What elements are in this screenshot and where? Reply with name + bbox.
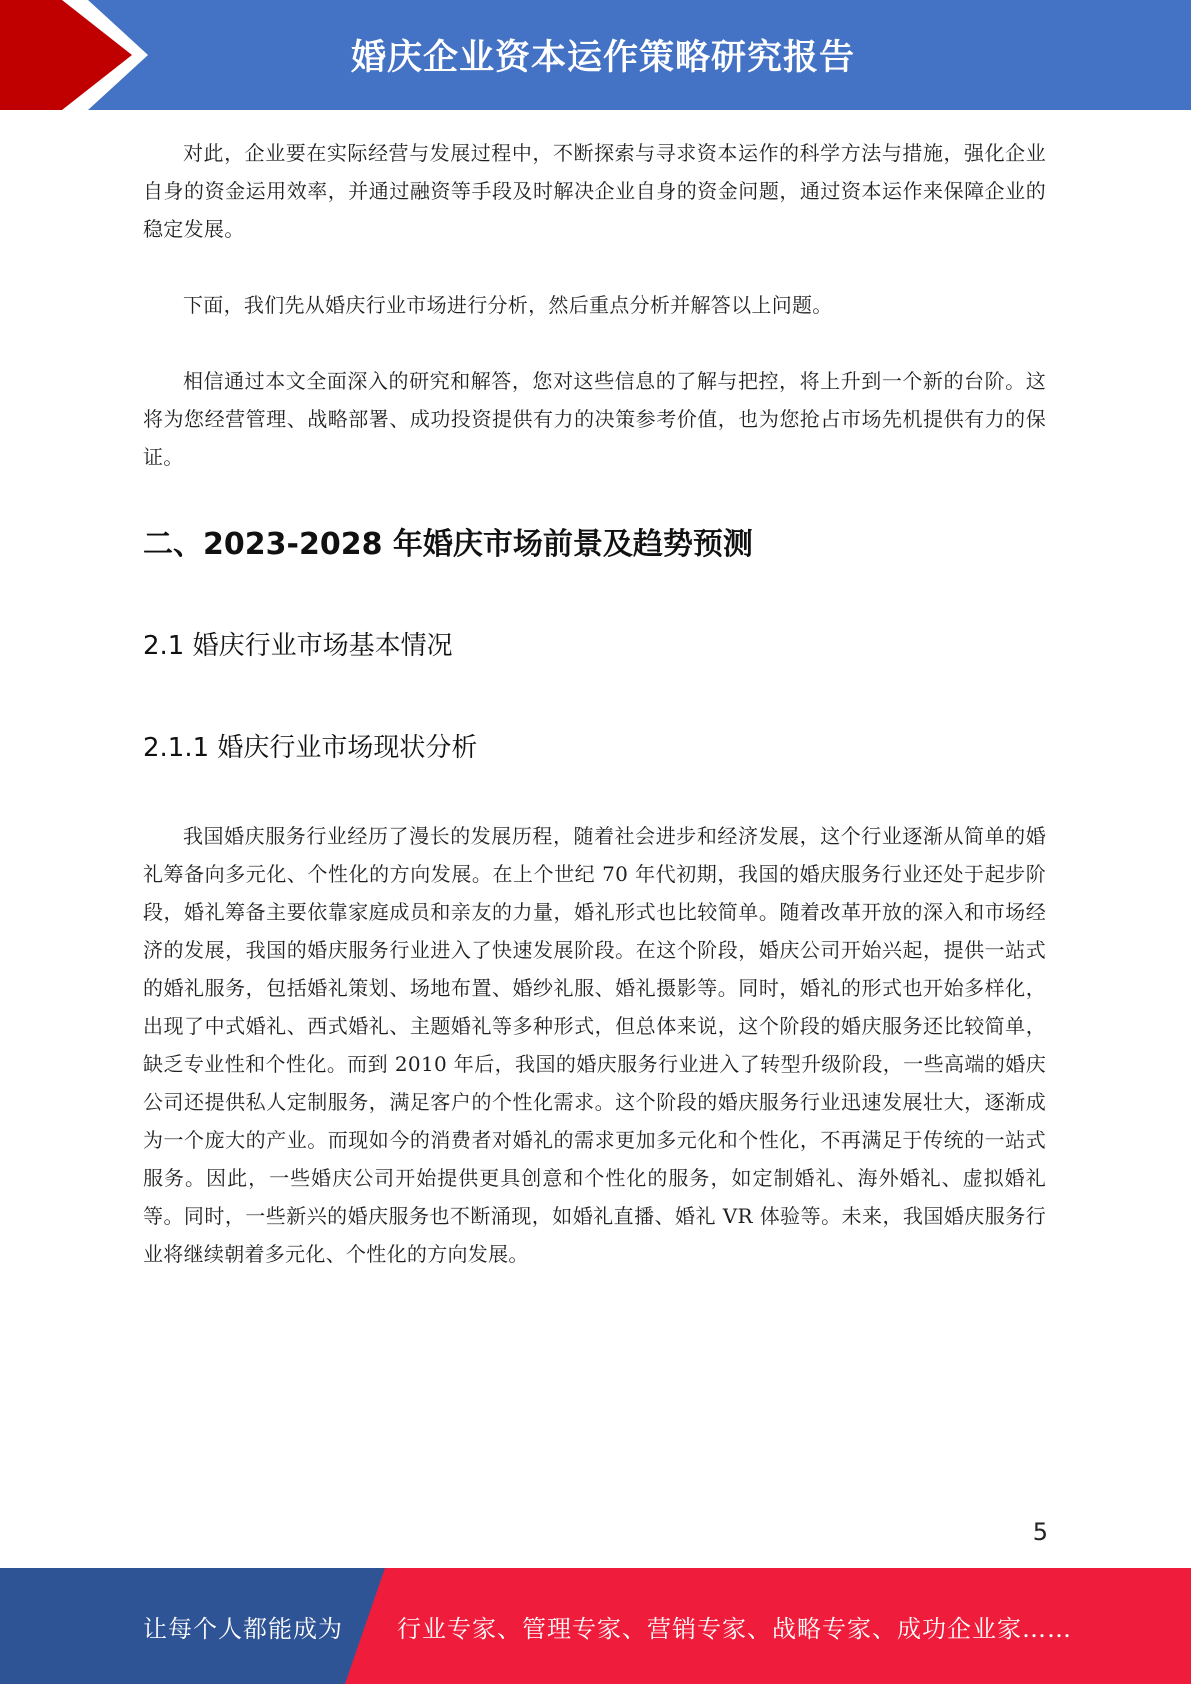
report-title: 婚庆企业资本运作策略研究报告	[350, 38, 855, 78]
intro-paragraph-1-block	[143, 134, 1046, 248]
footer-slogan-right: 行业专家、管理专家、营销专家、战略专家、成功企业家……	[397, 1614, 1072, 1643]
subsubsection-heading: 2.1.1 婚庆行业市场现状分析	[143, 733, 478, 763]
intro-paragraph-2-block	[143, 286, 1046, 324]
footer-slogan-left: 让每个人都能成为	[143, 1614, 343, 1643]
subsection-heading: 2.1 婚庆行业市场基本情况	[143, 631, 453, 661]
body-paragraph: 我国婚庆服务行业经历了漫长的发展历程，随着社会进步和经济发展，这个行业逐渐从简单的婚礼筹备向多元化、个性化的方向发展。在上个世纪 70 年代初期，我国的婚庆服务行业还处于起步阶段，婚礼筹备主要依靠家庭成员和亲友的力量，婚礼形式也比较简单。随着改革开放的深入和市场经济的发展，我国的婚庆服务行业进入了快速发展阶段。在这个阶段，婚庆公司开始兴起，提供一站式的婚礼服务，包括婚礼策划、场地布置、婚纱礼服、婚礼摄影等。同时，婚礼的形式也开始多样化，出现了中式婚礼、西式婚礼、主题婚礼等多种形式，但总体来说，这个阶段的婚庆服务还比较简单，缺乏专业性和个性化。而到 2010 年后，我国的婚庆服务行业进入了转型升级阶段，一些高端的婚庆公司还提供私人定制服务，满足客户的个性化需求。这个阶段的婚庆服务行业迅速发展壮大，逐渐成为一个庞大的产业。而现如今的消费者对婚礼的需求更加多元化和个性化，不再满足于传统的一站式服务。因此，一些婚庆公司开始提供更具创意和个性化的服务，如定制婚礼、海外婚礼、虚拟婚礼等。同时，一些新兴的婚庆服务也不断涌现，如婚礼直播、婚礼 VR 体验等。未来，我国婚庆服务行业将继续朝着多元化、个性化的方向发展。	[143, 824, 1046, 1266]
intro-paragraph: 相信通过本文全面深入的研究和解答，您对这些信息的了解与把控，将上升到一个新的台阶。这将为您经营管理、战略部署、成功投资提供有力的决策参考价值，也为您抢占市场先机提供有力的保证。	[143, 369, 1046, 469]
page-number: 5	[1032, 1518, 1048, 1546]
intro-paragraph: 对此，企业要在实际经营与发展过程中，不断探索与寻求资本运作的科学方法与措施，强化企业自身的资金运用效率，并通过融资等手段及时解决企业自身的资金问题，通过资本运作来保障企业的稳定发展。	[143, 141, 1046, 241]
body-paragraph-block	[143, 817, 1046, 1273]
section-heading: 二、2023-2028 年婚庆市场前景及趋势预测	[143, 527, 753, 562]
page-footer	[0, 1568, 1191, 1684]
intro-paragraph-3-block	[143, 362, 1046, 476]
page-header	[0, 0, 1191, 110]
intro-paragraph: 下面，我们先从婚庆行业市场进行分析，然后重点分析并解答以上问题。	[183, 293, 833, 317]
